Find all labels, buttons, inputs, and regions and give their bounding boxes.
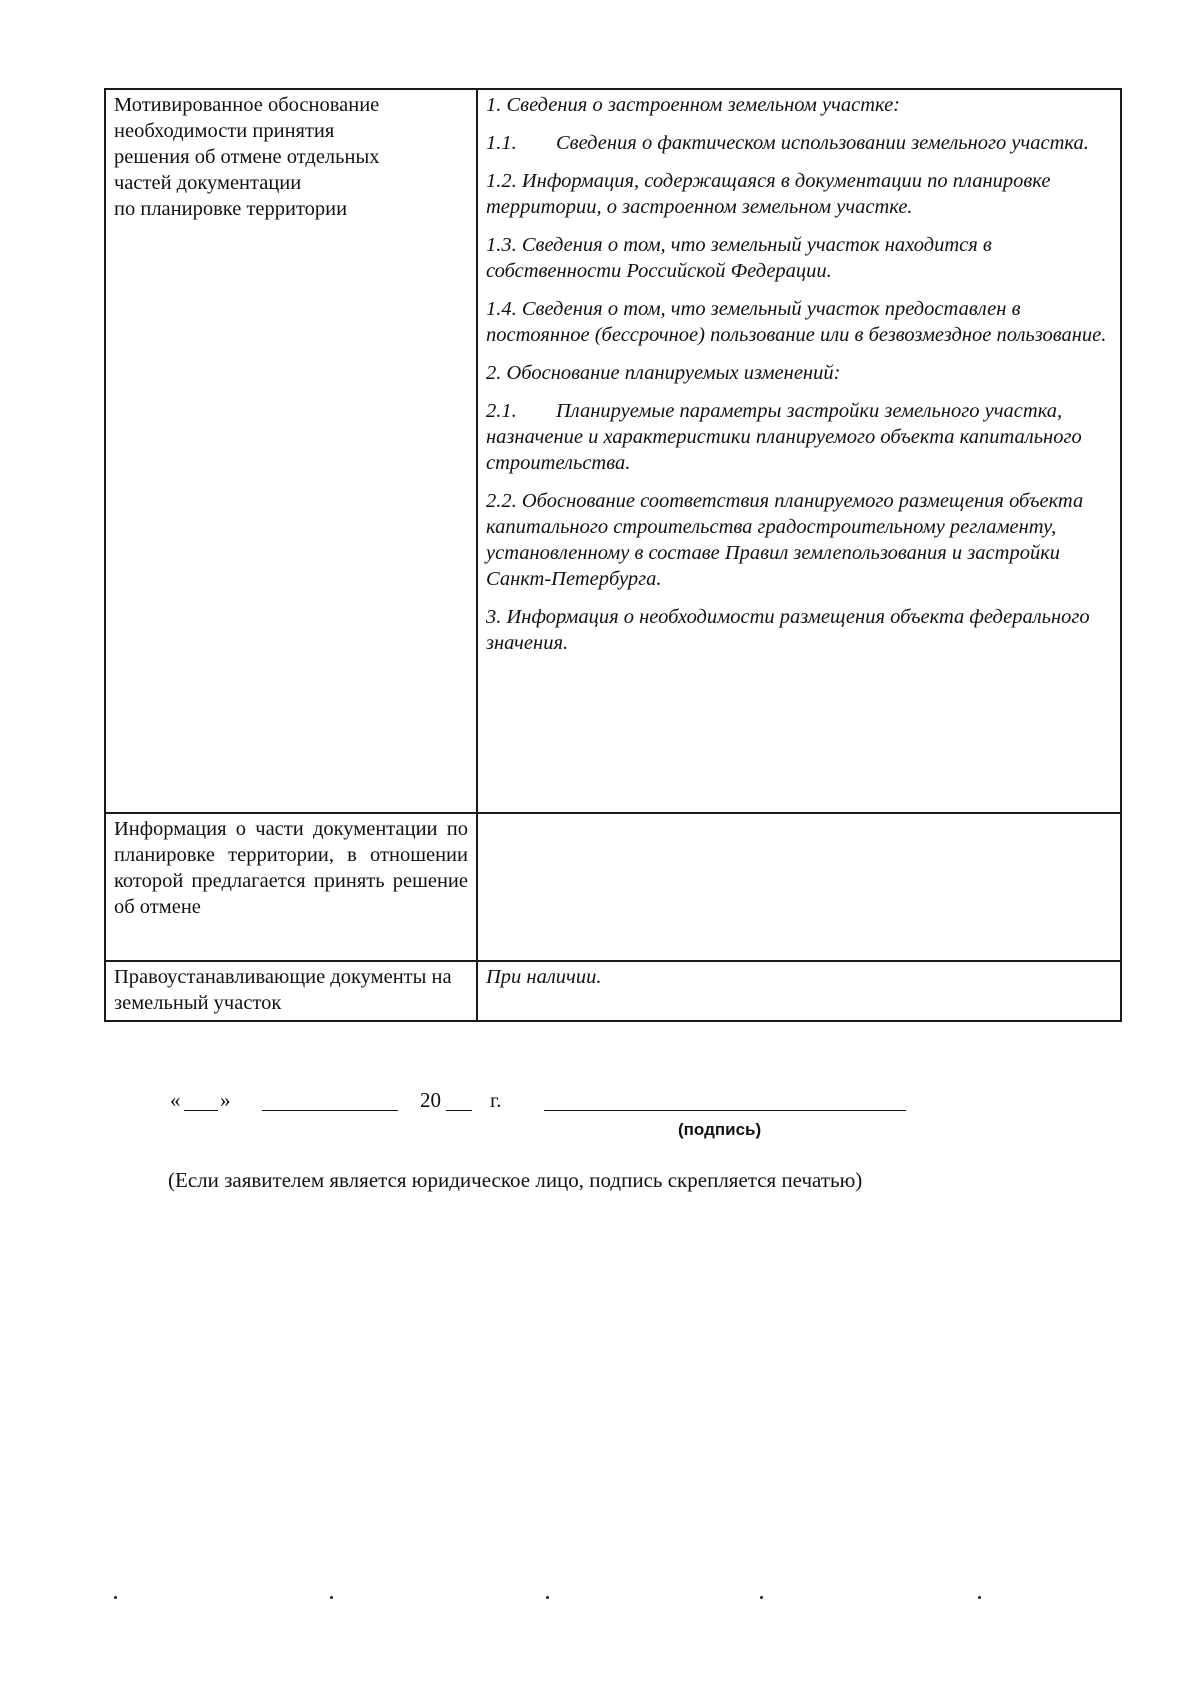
- title-documents-label: Правоустанавливающие документы на земельный участок: [114, 966, 452, 1014]
- planning-doc-part-label-cell: [105, 813, 477, 961]
- title-documents-value-cell: [477, 961, 1121, 1021]
- planning-doc-part-label: Информация о части документации по планировке территории, в отношении которой предлагается принять решение об отмене: [114, 818, 468, 918]
- item-number: 1.1.: [486, 132, 517, 154]
- title-documents-label-cell: [105, 961, 477, 1021]
- scan-dot: [978, 1596, 981, 1599]
- item-text: 1.4. Сведения о том, что земельный участок предоставлен в постоянное (бессрочное) пользование или в безвозмездное пользование.: [486, 298, 1107, 346]
- justification-label-cell: [105, 89, 477, 813]
- signature-caption: (подпись): [678, 1120, 762, 1139]
- open-quote: «: [170, 1088, 181, 1112]
- year-suffix: г.: [490, 1088, 502, 1112]
- justification-item: [486, 296, 1112, 348]
- justification-item: [486, 130, 1112, 156]
- item-text: 1. Сведения о застроенном земельном участке:: [486, 94, 901, 116]
- day-blank: [184, 1110, 218, 1111]
- item-text: 3. Информация о необходимости размещения объекта федерального значения.: [486, 606, 1090, 654]
- scan-dot: [546, 1596, 549, 1599]
- justification-item: [486, 488, 1112, 592]
- signature-blank: [544, 1110, 906, 1111]
- justification-item: [486, 92, 1112, 118]
- year-blank: [446, 1110, 472, 1111]
- title-documents-row: [105, 961, 1121, 1021]
- justification-item: [486, 398, 1112, 476]
- scan-dot: [760, 1596, 763, 1599]
- seal-note: (Если заявителем является юридическое лицо, подпись скрепляется печатью): [168, 1168, 863, 1192]
- date-signature-line: [170, 1088, 930, 1128]
- item-text: Планируемые параметры застройки земельного участка, назначение и характеристики планируемого объекта капитального строительства.: [486, 400, 1082, 474]
- justification-label: Мотивированное обоснование необходимости принятия решения об отмене отдельных частей документации по планировке территории: [114, 94, 380, 220]
- year-prefix: 20: [420, 1088, 441, 1112]
- close-quote: »: [220, 1088, 231, 1112]
- scan-dot: [114, 1596, 117, 1599]
- justification-items: [486, 92, 1112, 656]
- month-blank: [262, 1110, 398, 1111]
- application-form-table: [104, 88, 1122, 1022]
- item-text: 1.3. Сведения о том, что земельный участок находится в собственности Российской Федерации.: [486, 234, 992, 282]
- item-text: Сведения о фактическом использовании земельного участка.: [556, 132, 1089, 154]
- item-text: 1.2. Информация, содержащаяся в документации по планировке территории, о застроенном земельном участке.: [486, 170, 1051, 218]
- justification-item: [486, 232, 1112, 284]
- scan-dot: [330, 1596, 333, 1599]
- justification-item: [486, 604, 1112, 656]
- justification-row: [105, 89, 1121, 813]
- planning-doc-part-row: [105, 813, 1121, 961]
- item-text: 2. Обоснование планируемых изменений:: [486, 362, 841, 384]
- justification-item: [486, 360, 1112, 386]
- item-text: 2.2. Обоснование соответствия планируемого размещения объекта капитального строительства градостроительному регламенту, установленному в составе Правил землепользования и застройки Санкт-Петербурга.: [486, 490, 1084, 590]
- justification-content-cell: [477, 89, 1121, 813]
- item-number: 2.1.: [486, 400, 517, 422]
- planning-doc-part-value-cell: [477, 813, 1121, 961]
- title-documents-value: При наличии.: [486, 966, 602, 988]
- justification-item: [486, 168, 1112, 220]
